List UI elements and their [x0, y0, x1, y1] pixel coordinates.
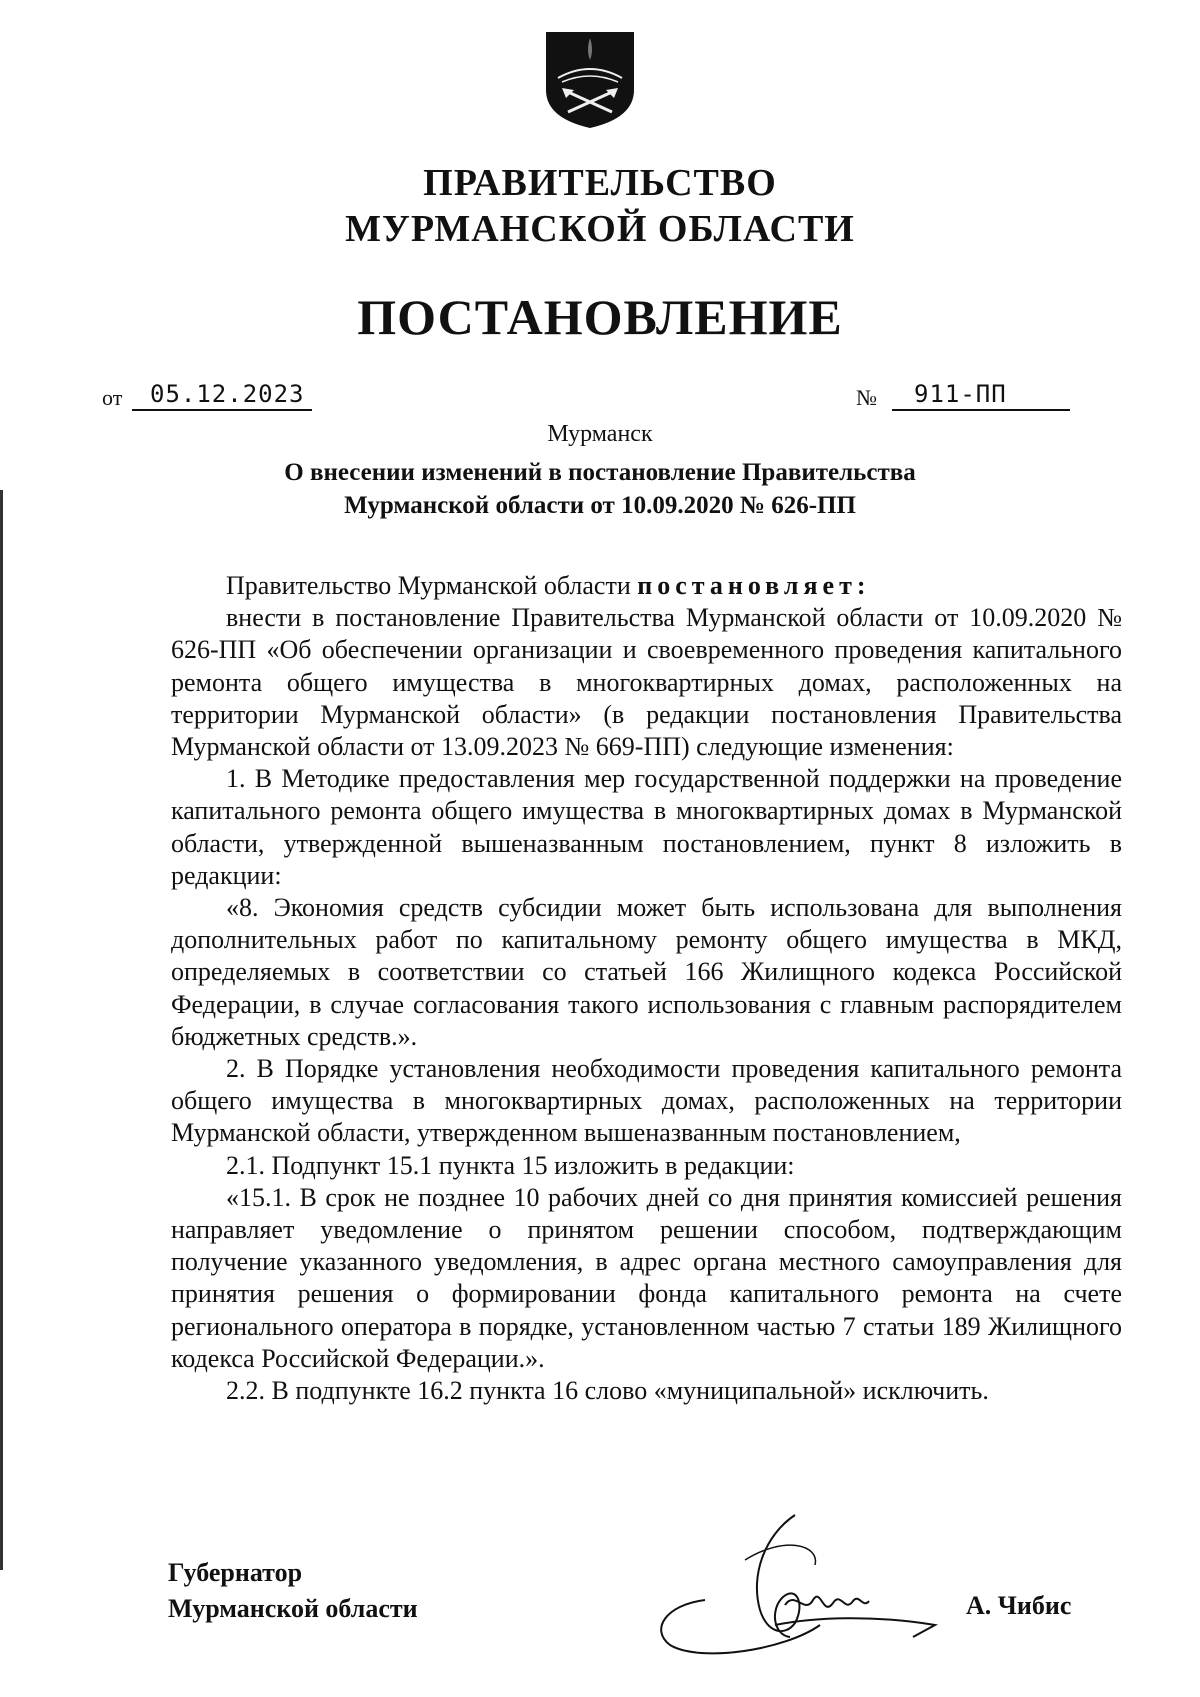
subject-line2: Мурманской области от 10.09.2020 № 626-ПП	[344, 492, 856, 519]
signatory-name: А. Чибис	[966, 1591, 1072, 1620]
body-paragraph: 2.2. В подпункте 16.2 пункта 16 слово «муниципальной» исключить.	[226, 1376, 989, 1406]
body-paragraph: «15.1. В срок не позднее 10 рабочих дней со дня принятия комиссией решения направляет уведомление о принятом решении способом, подтверждающим получение указанного уведомления, в адрес органа местного самоуправления для принятия решения о формировании фонда капитального ремонта на счете регионального оператора в порядке, установленном частью 7 статьи 189 Жилищного кодекса Российской Федерации.».	[171, 1182, 1122, 1373]
intro-emphasis: постановляет:	[637, 571, 871, 600]
number-underline	[892, 409, 1070, 411]
intro-text: Правительство Мурманской области	[226, 571, 638, 600]
signatory-title	[168, 1555, 418, 1627]
signatory-title-line1: Губернатор	[168, 1558, 303, 1587]
coat-of-arms-icon	[544, 30, 636, 130]
body-paragraph: «8. Экономия средств субсидии может быть использована для выполнения дополнительных работ по капитальному ремонту общего имущества в МКД, определяемых в соответствии со статьей 166 Жилищного кодекса Российской Федерации, в случае согласования такого использования с главным распорядителем бюджетных средств.».	[171, 893, 1122, 1051]
org-name-line1: ПРАВИТЕЛЬСТВО	[423, 162, 777, 204]
handwritten-signature-icon	[645, 1505, 940, 1665]
number-value: 911-ПП	[914, 380, 1007, 408]
number-label: №	[856, 385, 877, 410]
document-type: ПОСТАНОВЛЕНИЕ	[357, 289, 843, 345]
date-label: от	[102, 385, 123, 410]
body-paragraph: 1. В Методике предоставления мер государственной поддержки на проведение капитального ремонта общего имущества в многоквартирных домах в Мурманской области, утвержденной вышеназванным постановлением, пункт 8 изложить в редакции:	[171, 764, 1122, 890]
document-body	[171, 570, 1122, 1407]
org-name-line2: МУРМАНСКОЙ ОБЛАСТИ	[345, 208, 855, 250]
body-paragraph: 2.1. Подпункт 15.1 пункта 15 изложить в редакции:	[226, 1150, 795, 1180]
document-subject	[0, 456, 1200, 522]
subject-line1: О внесении изменений в постановление Правительства	[284, 459, 916, 486]
body-paragraph: 2. В Порядке установления необходимости проведения капитального ремонта общего имущества в многоквартирных домах, расположенных на территории Мурманской области, утвержденном вышеназванным постановлением,	[171, 1054, 1122, 1148]
date-underline	[132, 409, 312, 411]
body-paragraph: внести в постановление Правительства Мурманской области от 10.09.2020 № 626-ПП «Об обеспечении организации и своевременного проведения капитального ремонта общего имущества в многоквартирных домах, расположенных на территории Мурманской области» (в редакции постановления Правительства Мурманской области от 13.09.2023 № 669-ПП) следующие изменения:	[171, 603, 1122, 762]
intro-paragraph	[171, 570, 1122, 602]
city: Мурманск	[547, 421, 653, 447]
scan-edge-line	[0, 490, 3, 1570]
signatory-title-line2: Мурманской области	[168, 1594, 418, 1623]
date-value: 05.12.2023	[150, 380, 305, 408]
